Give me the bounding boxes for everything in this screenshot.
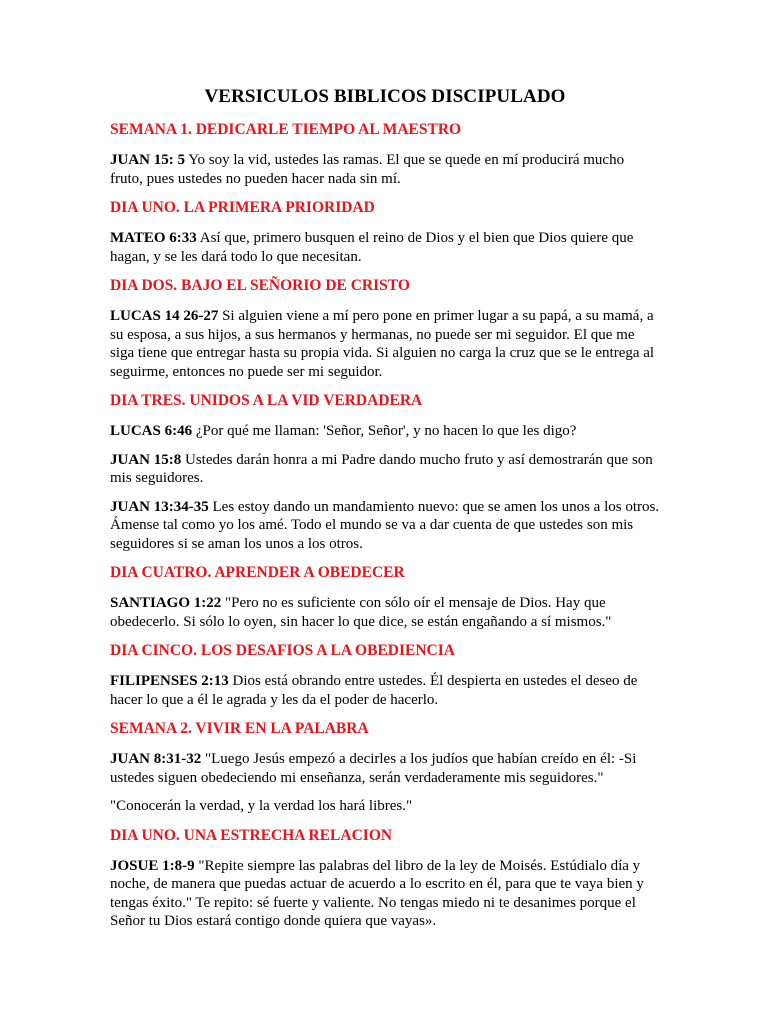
verse-text: Si alguien viene a mí pero pone en primer lugar a su papá, a su mamá, a su esposa, a sus hijos, a sus hermanos y hermanas, no puede ser mi seguidor. El que me siga tiene que entregar hasta su propia vida. Si alguien no carga la cruz que se le entrega al seguirme, entonces no puede ser mi seguidor. (110, 308, 655, 380)
section-heading: DIA UNO. UNA ESTRECHA RELACION (110, 826, 393, 844)
section-heading: DIA UNO. LA PRIMERA PRIORIDAD (110, 199, 375, 216)
verse-text: "Pero no es suficiente con sólo oír el mensaje de Dios. Hay que obedecerlo. Si sólo lo oyen, sin hacer lo que dice, se están engañando a sí mismos." (110, 595, 612, 630)
verse-paragraph (110, 594, 660, 631)
section-heading: SEMANA 1. DEDICARLE TIEMPO AL MAESTRO (110, 121, 462, 138)
verse-paragraph (110, 422, 660, 441)
document-body (110, 120, 660, 931)
verse-paragraph (110, 672, 660, 709)
verse-paragraph (110, 750, 660, 787)
verse-reference: SANTIAGO 1:22 (110, 595, 222, 611)
verse-text: Yo soy la vid, ustedes las ramas. El que se quede en mí producirá mucho fruto, pues ustedes no pueden hacer nada sin mí. (110, 152, 625, 187)
verse-reference: LUCAS 6:46 (110, 423, 193, 439)
verse-reference: LUCAS 14 26-27 (110, 308, 219, 324)
section-heading: DIA DOS. BAJO EL SEÑORIO DE CRISTO (110, 277, 410, 294)
verse-reference: JUAN 8:31-32 (110, 751, 202, 767)
section-heading: DIA CUATRO. APRENDER A OBEDECER (110, 564, 405, 581)
verse-paragraph (110, 797, 660, 816)
verse-text: Así que, primero busquen el reino de Dios y el bien que Dios quiere que hagan, y se les dará todo lo que necesitan. (110, 230, 634, 265)
verse-paragraph (110, 229, 660, 266)
verse-text: Ustedes darán honra a mi Padre dando mucho fruto y así demostrarán que son mis seguidores. (110, 451, 653, 486)
document-page (110, 84, 660, 941)
verse-paragraph (110, 498, 660, 554)
verse-reference: FILIPENSES 2:13 (110, 673, 229, 689)
verse-text: Dios está obrando entre ustedes. Él despierta en ustedes el deseo de hacer lo que a él le agrada y les da el poder de hacerlo. (110, 673, 638, 708)
verse-text: ¿Por qué me llaman: 'Señor, Señor', y no hacen lo que les digo? (192, 423, 577, 439)
section-heading: DIA CINCO. LOS DESAFIOS A LA OBEDIENCIA (110, 642, 455, 659)
verse-reference: MATEO 6:33 (110, 230, 197, 246)
section-heading: SEMANA 2. VIVIR EN LA PALABRA (110, 720, 369, 737)
document-title: VERSICULOS BIBLICOS DISCIPULADO (204, 86, 566, 107)
verse-reference: JUAN 15:8 (110, 451, 182, 468)
verse-text: "Repite siempre las palabras del libro de la ley de Moisés. Estúdialo día y noche, de manera que puedas actuar de acuerdo a lo escrito en él, para que te vaya bien y tengas éxito." Te repito: sé fuerte y valiente. No tengas miedo ni te desanimes porque el Señor tu Dios estará contigo donde quiera que vayas». (110, 857, 644, 929)
verse-paragraph (110, 151, 660, 188)
verse-reference: JUAN 15: 5 (110, 152, 185, 168)
verse-paragraph (110, 307, 660, 381)
verse-text: Les estoy dando un mandamiento nuevo: que se amen los unos a los otros. Ámense tal como yo los amé. Todo el mundo se va a dar cuenta de que ustedes son mis seguidores si se aman los unos a los otros. (110, 498, 660, 552)
verse-text: "Luego Jesús empezó a decirles a los judíos que habían creído en él: -Si ustedes siguen obedeciendo mi enseñanza, serán verdaderamente mis seguidores." (110, 751, 637, 786)
verse-paragraph (110, 451, 660, 488)
section-heading: DIA TRES. UNIDOS A LA VID VERDADERA (110, 392, 423, 409)
verse-reference: JUAN 13:34-35 (110, 498, 209, 515)
verse-paragraph (110, 857, 660, 931)
verse-text: "Conocerán la verdad, y la verdad los hará libres." (110, 798, 413, 814)
verse-reference: JOSUE 1:8-9 (110, 857, 195, 874)
